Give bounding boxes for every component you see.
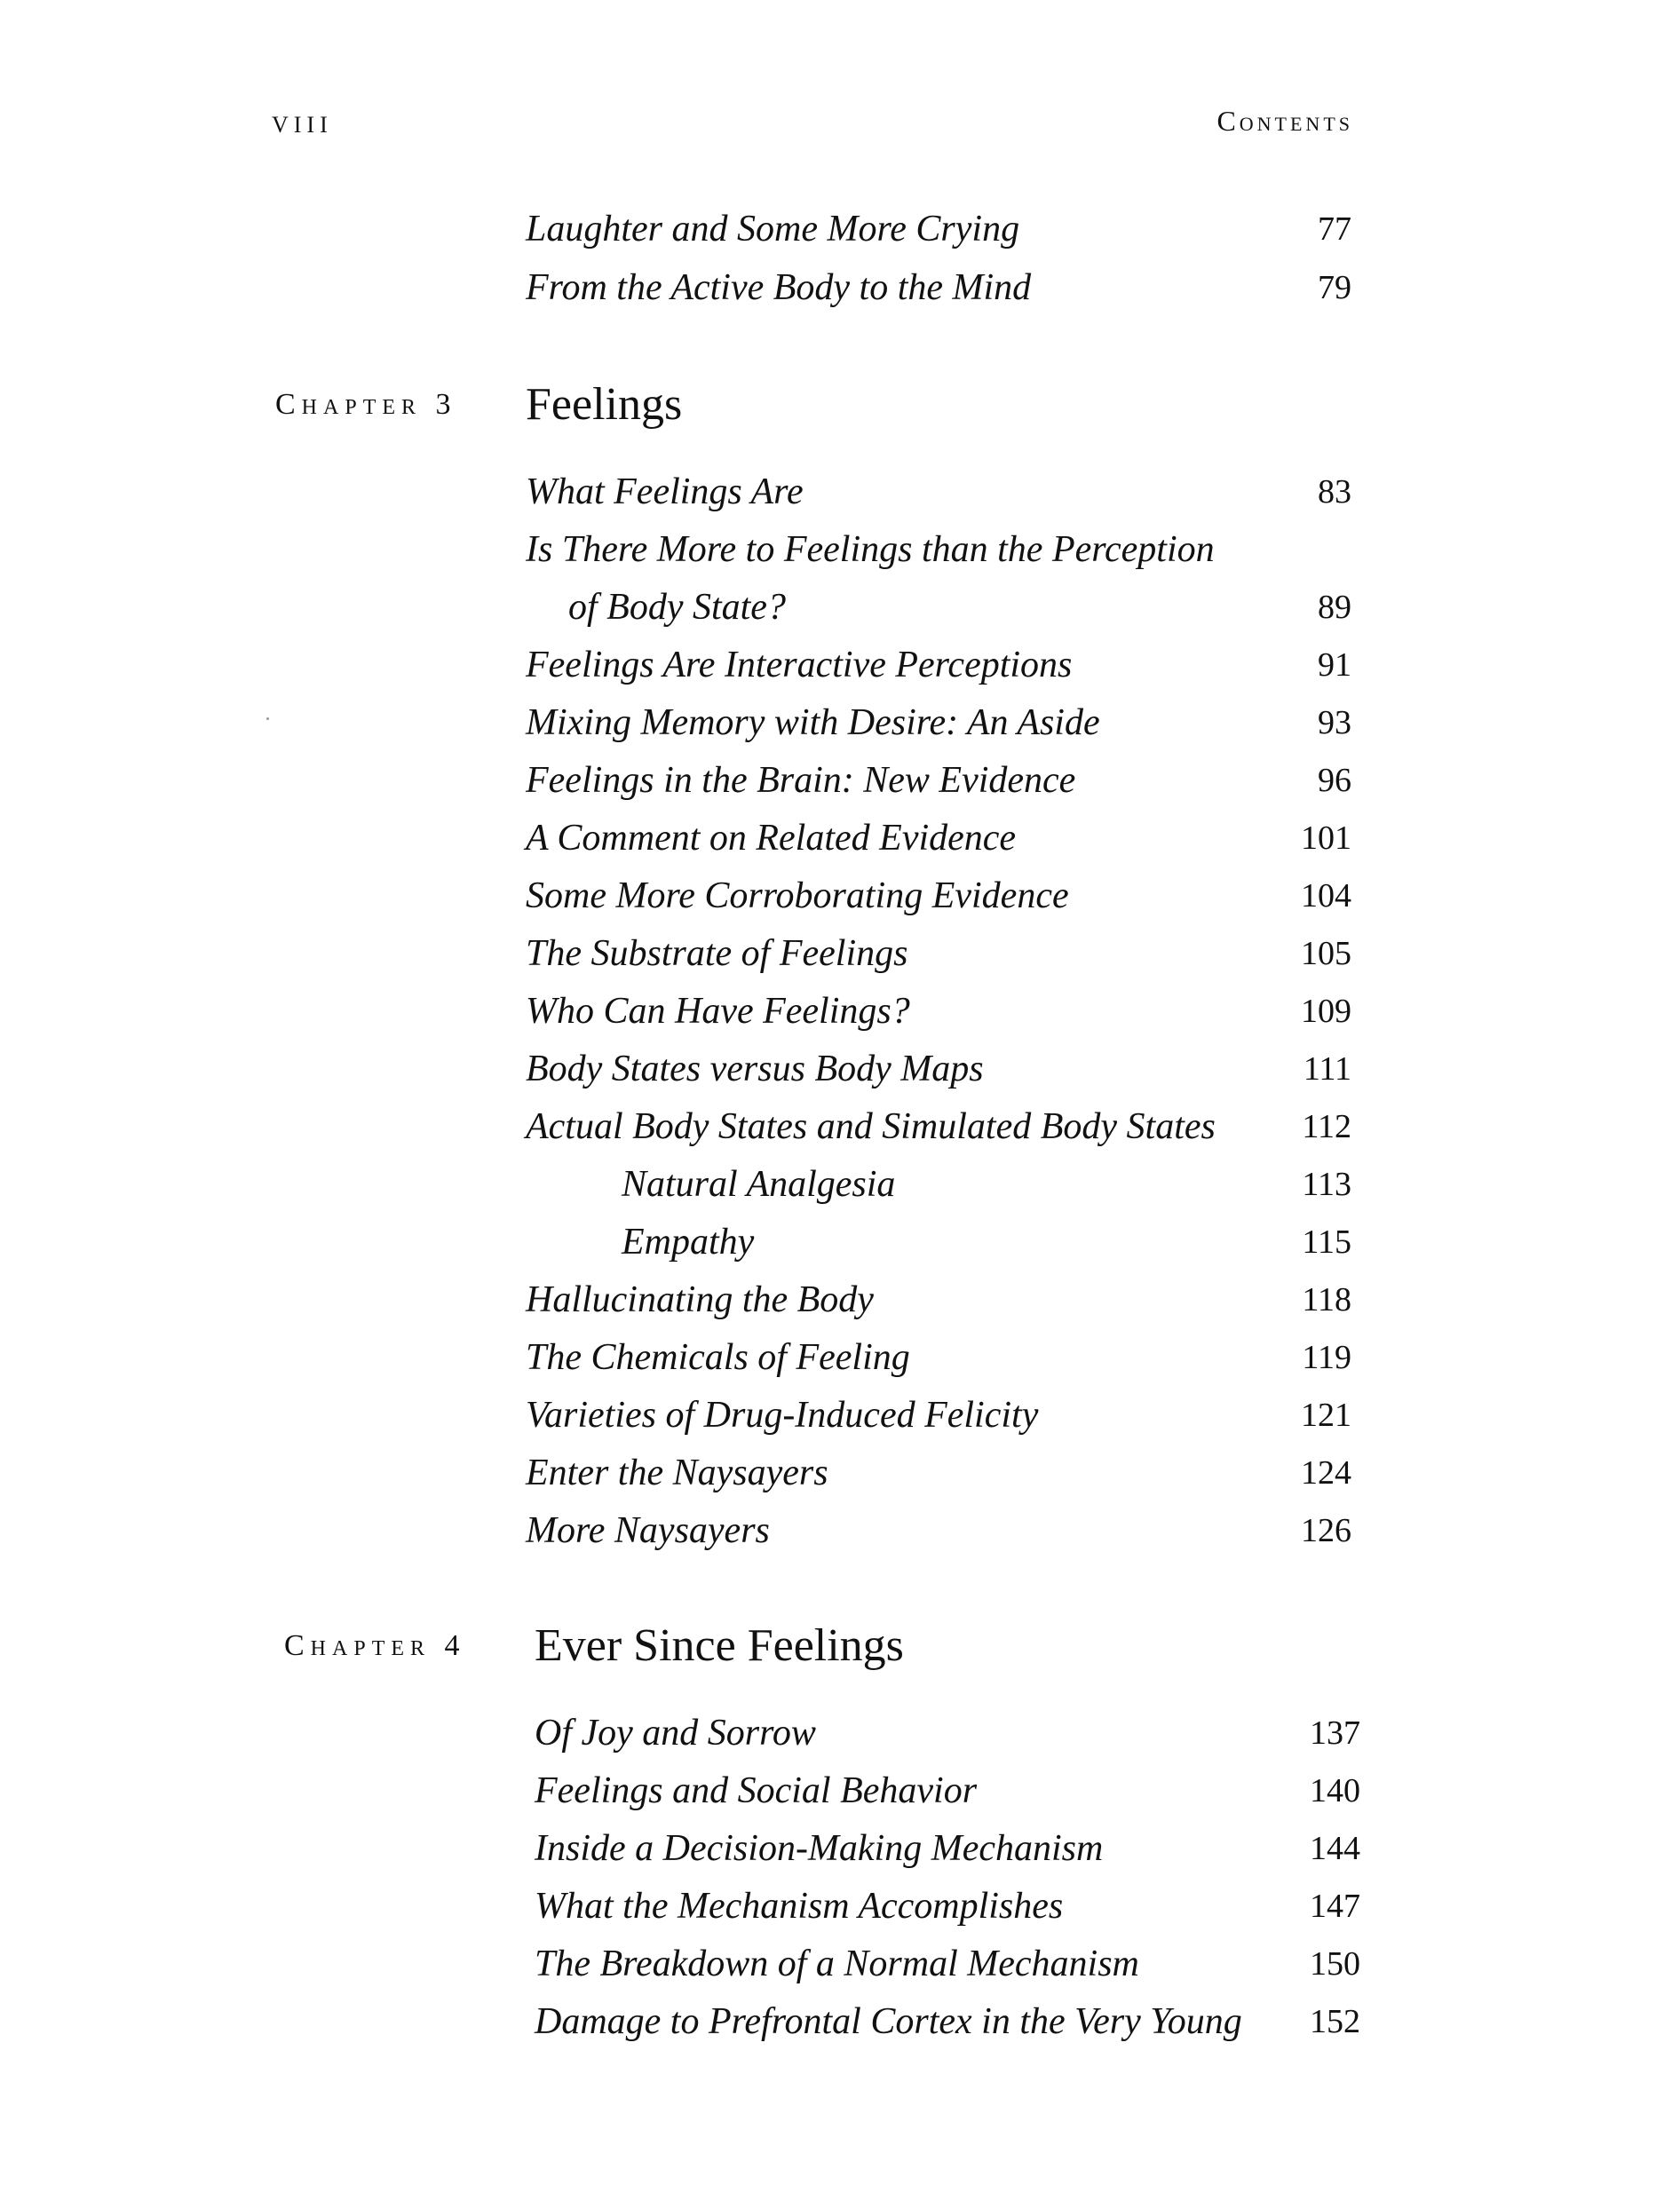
entry-page: 89 [1318, 589, 1351, 626]
entry-page: 126 [1301, 1512, 1351, 1549]
entry-title: What the Mechanism Accomplishes [535, 1886, 1064, 1927]
entry-page: 105 [1301, 935, 1351, 972]
entry-title: Varieties of Drug-Induced Felicity [526, 1395, 1039, 1436]
toc-entry[interactable] [0, 1446, 1680, 1500]
chapter-title: Feelings [526, 379, 683, 430]
entry-page: 111 [1303, 1050, 1351, 1088]
entry-page: 104 [1301, 877, 1351, 914]
entry-page: 112 [1302, 1108, 1351, 1145]
toc-entry[interactable] [0, 696, 1680, 749]
entry-title: Feelings and Social Behavior [535, 1770, 978, 1811]
entry-title: Damage to Prefrontal Cortex in the Very Young [535, 2001, 1242, 2042]
entry-page: 144 [1310, 1830, 1360, 1867]
toc-entry[interactable] [0, 1880, 1680, 1933]
toc-entry[interactable] [0, 1822, 1680, 1875]
entry-title: The Substrate of Feelings [526, 933, 908, 974]
entry-page: 77 [1318, 210, 1351, 248]
toc-entry-continuation[interactable] [0, 581, 1680, 634]
entry-title: Is There More to Feelings than the Perception [526, 529, 1215, 570]
entry-page: 150 [1310, 1945, 1360, 1983]
toc-entry[interactable] [0, 202, 1680, 256]
toc-entry[interactable] [0, 1331, 1680, 1384]
entry-title: Body States versus Body Maps [526, 1049, 984, 1089]
entry-page: 115 [1302, 1223, 1351, 1261]
toc-entry[interactable] [0, 985, 1680, 1038]
entry-title: Enter the Naysayers [526, 1453, 828, 1493]
entry-title: Hallucinating the Body [526, 1279, 874, 1320]
entry-title: Actual Body States and Simulated Body States [526, 1106, 1216, 1147]
entry-title: Of Joy and Sorrow [535, 1713, 816, 1754]
toc-entry[interactable] [0, 927, 1680, 980]
entry-page: 152 [1310, 2003, 1360, 2040]
entry-page: 83 [1318, 473, 1351, 511]
entry-page: 93 [1318, 704, 1351, 741]
chapter-label: Chapter 4 [284, 1629, 466, 1662]
entry-title: The Chemicals of Feeling [526, 1337, 910, 1378]
entry-title: Feelings Are Interactive Perceptions [526, 645, 1073, 685]
entry-title: More Naysayers [526, 1510, 770, 1551]
entry-page: 101 [1301, 819, 1351, 857]
entry-title: Laughter and Some More Crying [526, 209, 1020, 249]
entry-title: Some More Corroborating Evidence [526, 875, 1069, 916]
chapter-heading[interactable] [0, 369, 1680, 440]
toc-entry[interactable] [0, 754, 1680, 807]
entry-title: Feelings in the Brain: New Evidence [526, 760, 1076, 801]
entry-page: 118 [1302, 1281, 1351, 1318]
toc-entry[interactable] [0, 261, 1680, 314]
toc-subentry[interactable] [0, 1215, 1680, 1269]
entry-page: 91 [1318, 646, 1351, 684]
toc-entry[interactable] [0, 812, 1680, 865]
running-head [0, 105, 1680, 140]
toc-entry[interactable] [0, 869, 1680, 922]
entry-page: 121 [1301, 1397, 1351, 1434]
entry-page: 124 [1301, 1454, 1351, 1492]
chapter-label: Chapter 3 [275, 388, 457, 421]
entry-title: What Feelings Are [526, 471, 804, 512]
page-number: VIII [272, 112, 333, 138]
entry-page: 79 [1318, 269, 1351, 306]
toc-entry[interactable] [0, 1937, 1680, 1991]
running-title: Contents [1216, 105, 1353, 137]
toc-entry[interactable] [0, 465, 1680, 519]
entry-page: 113 [1302, 1166, 1351, 1203]
toc-entry[interactable] [0, 1042, 1680, 1096]
entry-title: From the Active Body to the Mind [526, 267, 1032, 308]
toc-entry[interactable] [0, 523, 1680, 576]
toc-entry[interactable] [0, 1273, 1680, 1326]
entry-title: The Breakdown of a Normal Mechanism [535, 1944, 1139, 1984]
toc-subentry[interactable] [0, 1158, 1680, 1211]
toc-entry[interactable] [0, 1100, 1680, 1153]
entry-title: Inside a Decision-Making Mechanism [535, 1828, 1104, 1869]
chapter-heading[interactable] [0, 1611, 1680, 1682]
chapter-title: Ever Since Feelings [535, 1620, 904, 1671]
entry-page: 140 [1310, 1772, 1360, 1809]
toc-entry[interactable] [0, 1706, 1680, 1760]
entry-title: Natural Analgesia [622, 1164, 896, 1205]
entry-title: Who Can Have Feelings? [526, 991, 910, 1032]
toc-entry[interactable] [0, 1995, 1680, 2048]
toc-entry[interactable] [0, 1504, 1680, 1557]
toc-entry[interactable] [0, 1389, 1680, 1442]
toc-entry[interactable] [0, 638, 1680, 692]
entry-title: Mixing Memory with Desire: An Aside [526, 702, 1100, 743]
entry-page: 119 [1302, 1339, 1351, 1376]
entry-page: 96 [1318, 762, 1351, 799]
entry-page: 147 [1310, 1888, 1360, 1925]
entry-page: 109 [1301, 993, 1351, 1030]
entry-page: 137 [1310, 1714, 1360, 1752]
entry-title: of Body State? [568, 587, 786, 628]
entry-title: Empathy [622, 1222, 755, 1263]
toc-entry[interactable] [0, 1764, 1680, 1817]
entry-title: A Comment on Related Evidence [526, 818, 1017, 859]
